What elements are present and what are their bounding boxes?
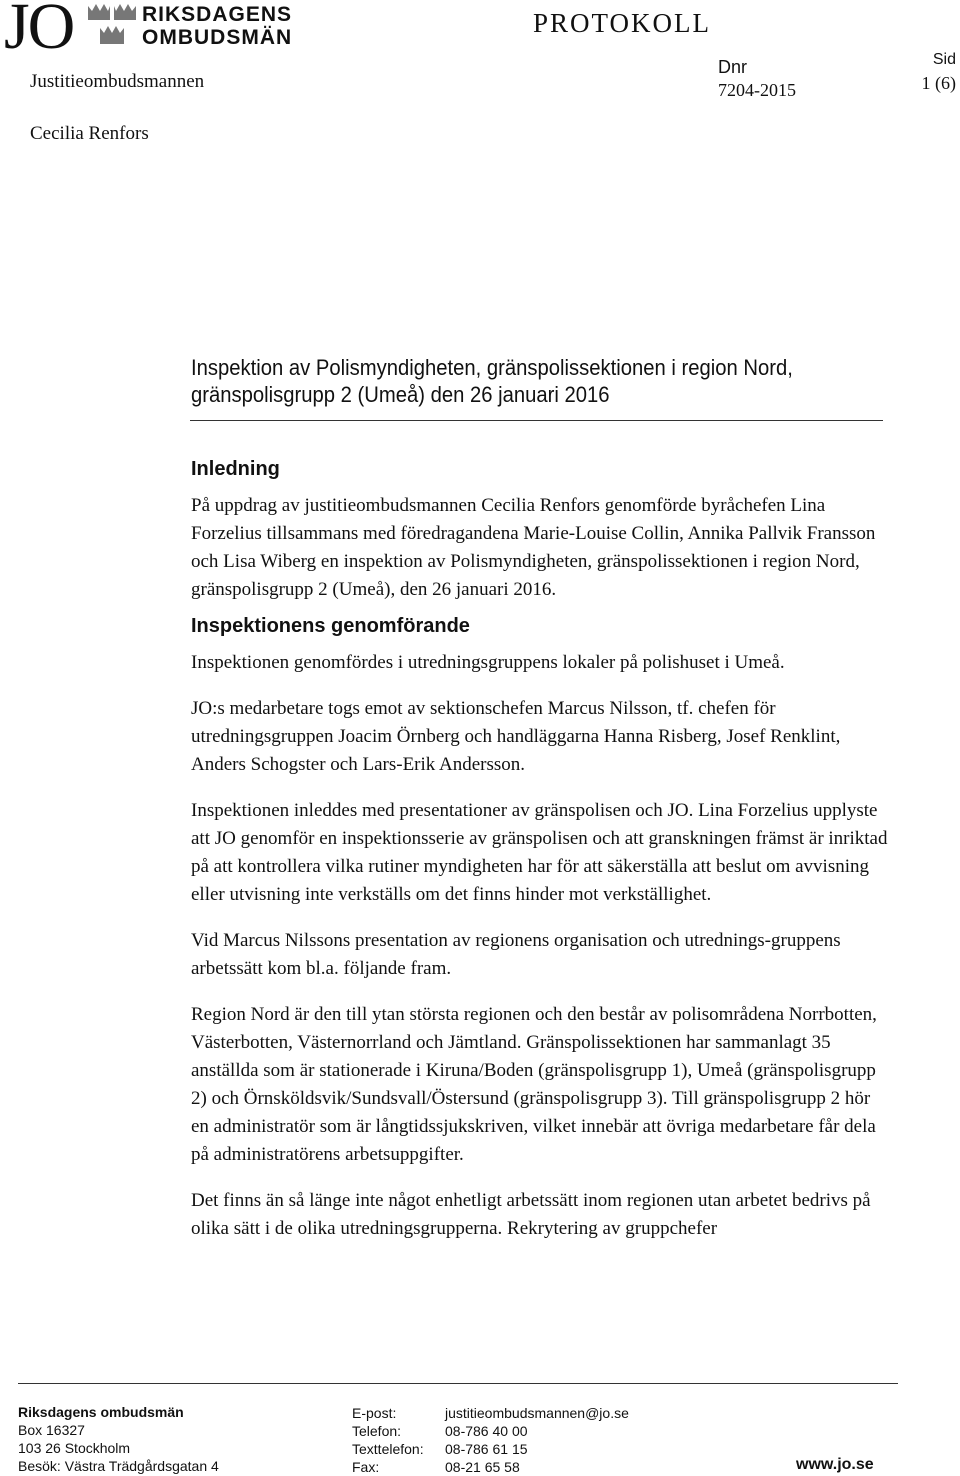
section-heading-intro: Inledning xyxy=(191,458,280,480)
title-line-1: Inspektion av Polismyndigheten, gränspolissektionen i region Nord, xyxy=(191,355,793,380)
dnr-value: 7204-2015 xyxy=(718,80,796,100)
sender-name: Cecilia Renfors xyxy=(30,123,149,144)
footer-divider xyxy=(18,1383,898,1384)
page-label: Sid xyxy=(932,51,956,68)
document-title xyxy=(191,354,835,408)
contact-row-email xyxy=(352,1404,629,1422)
contact-row-textphone xyxy=(352,1440,629,1458)
body-paragraph: Inspektionen genomfördes i utredningsgruppens lokaler på polishuset i Umeå. xyxy=(191,652,785,673)
document-body xyxy=(191,455,891,1243)
dnr-label: Dnr xyxy=(718,57,748,77)
contact-label: Texttelefon: xyxy=(352,1441,424,1457)
footer-contact xyxy=(352,1404,629,1476)
footer-city: 103 26 Stockholm xyxy=(18,1440,131,1456)
contact-label: Fax: xyxy=(352,1459,380,1475)
page-number: 1 (6) xyxy=(921,73,956,93)
footer-visit: Besök: Västra Trädgårdsgatan 4 xyxy=(18,1458,219,1474)
logo-line-2: OMBUDSMÄN xyxy=(142,26,293,49)
crowns-icon xyxy=(86,2,138,50)
document-type: PROTOKOLL xyxy=(533,8,712,38)
body-paragraph: Vid Marcus Nilssons presentation av regionens organisation och utrednings-gruppens arbetssätt kom bl.a. följande fram. xyxy=(191,930,841,979)
body-paragraph: Det finns än så länge inte något enhetligt arbetssätt inom regionen utan arbetet bedrivs på olika sätt i de olika utredningsgrupperna. Rekrytering av gruppchefer xyxy=(191,1190,871,1239)
contact-row-fax xyxy=(352,1458,629,1476)
contact-textphone-value: 08-786 61 15 xyxy=(445,1441,528,1457)
title-divider xyxy=(190,420,883,421)
footer-address xyxy=(18,1403,219,1475)
footer-box: Box 16327 xyxy=(18,1422,85,1438)
logo-mark: JO xyxy=(4,0,74,63)
logo-line-1: RIKSDAGENS xyxy=(142,3,293,26)
contact-label: Telefon: xyxy=(352,1423,402,1439)
title-line-2: gränspolisgrupp 2 (Umeå) den 26 januari 2016 xyxy=(191,382,610,407)
contact-email-value[interactable]: justitieombudsmannen@jo.se xyxy=(445,1405,629,1421)
intro-paragraph: På uppdrag av justitieombudsmannen Cecilia Renfors genomförde byråchefen Lina Forzelius tillsammans med föredragandena Marie-Louise Collin, Annika Pallvik Fransson och Lisa Wiberg en inspektion av Polismyndigheten, gränspolissektionen i region Nord, gränspolisgrupp 2 (Umeå), den 26 januari 2016. xyxy=(191,495,876,600)
body-paragraph: Inspektionen inleddes med presentationer av gränspolisen och JO. Lina Forzelius upplyste att JO genomför en inspektionsserie av gränspolisen och att granskningen främst är inriktad på att kontrollera vilka rutiner myndigheten har för att säkerställa att beslut om avvisning eller utvisning inte verkställs om det finns hinder mot verkställighet. xyxy=(191,800,888,905)
footer-org: Riksdagens ombudsmän xyxy=(18,1404,184,1420)
contact-fax-value: 08-21 65 58 xyxy=(445,1459,520,1475)
contact-row-phone xyxy=(352,1422,629,1440)
footer-website-link[interactable]: www.jo.se xyxy=(796,1456,874,1473)
sender-organization: Justitieombudsmannen xyxy=(30,71,205,92)
section-heading-implementation: Inspektionens genomförande xyxy=(191,615,470,637)
body-paragraph: Region Nord är den till ytan största regionen och den består av polisområdena Norrbotten, Västerbotten, Västernorrland och Jämtland. Gränspolissektionen har sammanlagt 35 anställda som är stationerade i Kiruna/Boden (gränspolisgrupp 1), Umeå (gränspolisgrupp 2) och Örnsköldsvik/Sundsvall/Östersund (gränspolisgrupp 3). Till gränspolisgrupp 2 hör en administratör som är långtidssjukskriven, vilket innebär att övriga medarbetare får dela på administratörens arbetsuppgifter. xyxy=(191,1004,877,1165)
jo-logo xyxy=(4,0,304,62)
contact-phone-value: 08-786 40 00 xyxy=(445,1423,528,1439)
body-paragraph: JO:s medarbetare togs emot av sektionschefen Marcus Nilsson, tf. chefen för utredningsgruppen Joacim Örnberg och handläggarna Hanna Risberg, Josef Renklint, Anders Schogster och Lars-Erik Andersson. xyxy=(191,698,841,775)
contact-label: E-post: xyxy=(352,1405,397,1421)
